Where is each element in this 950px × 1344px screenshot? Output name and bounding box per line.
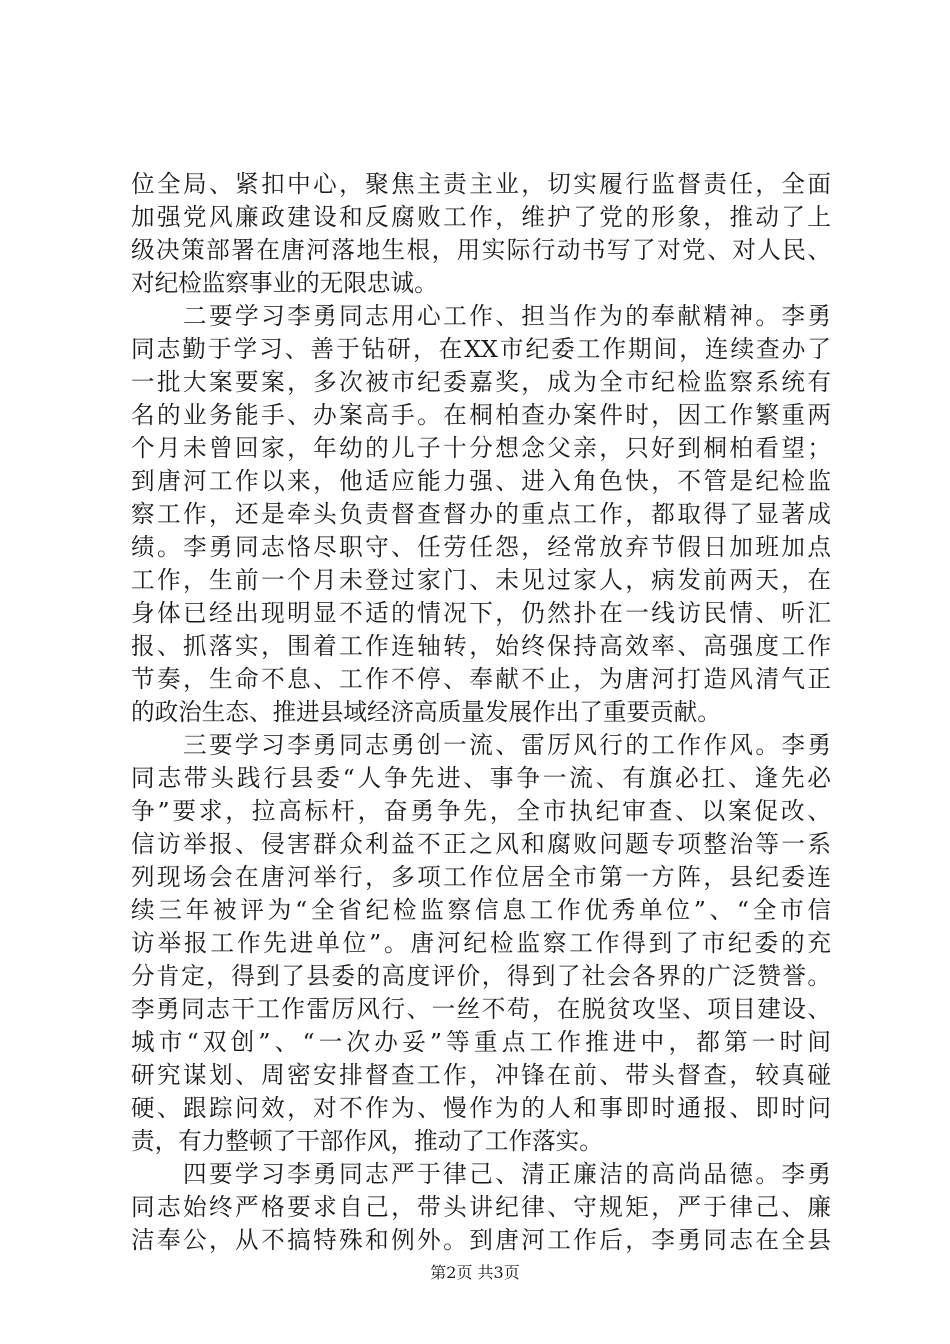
text-line: 同志勤于学习、善于钻研，在XX市纪委工作期间，连续查办了	[131, 335, 831, 363]
text-line: 二要学习李勇同志用心工作、担当作为的奉献精神。李勇	[131, 302, 831, 330]
text-line: 节奏，生命不息、工作不停、奉献不止，为唐河打造风清气正	[131, 665, 831, 693]
text-line: 察工作，还是牵头负责督查督办的重点工作，都取得了显著成	[131, 500, 831, 528]
text-line: 名的业务能手、办案高手。在桐柏查办案件时，因工作繁重两	[131, 401, 831, 429]
page-footer: 第2页 共3页	[430, 1263, 520, 1282]
text-line: 李勇同志干工作雷厉风行、一丝不苟，在脱贫攻坚、项目建设、	[131, 995, 831, 1023]
text-line: 个月未曾回家，年幼的儿子十分想念父亲，只好到桐柏看望；	[131, 434, 831, 462]
text-line: 绩。李勇同志恪尽职守、任劳任怨，经常放弃节假日加班加点	[131, 533, 831, 561]
text-line: 争”要求，拉高标杆，奋勇争先，全市执纪审查、以案促改、	[131, 797, 831, 825]
text-line: 责，有力整顿了干部作风，推动了工作落实。	[131, 1127, 603, 1155]
text-line: 的政治生态、推进县域经济高质量发展作出了重要贡献。	[131, 698, 721, 726]
text-line: 续三年被评为“全省纪检监察信息工作优秀单位”、“全市信	[131, 896, 831, 924]
text-line: 信访举报、侵害群众利益不正之风和腐败问题专项整治等一系	[131, 830, 831, 858]
text-line: 研究谋划、周密安排督查工作，冲锋在前、带头督查，较真碰	[131, 1061, 831, 1089]
text-line: 同志带头践行县委“人争先进、事争一流、有旗必扛、逢先必	[131, 764, 831, 792]
text-line: 硬、跟踪问效，对不作为、慢作为的人和事即时通报、即时问	[131, 1094, 831, 1122]
text-line: 洁奉公，从不搞特殊和例外。到唐河工作后，李勇同志在全县	[131, 1226, 831, 1254]
text-line: 级决策部署在唐河落地生根，用实际行动书写了对党、对人民、	[131, 236, 831, 264]
text-line: 身体已经出现明显不适的情况下，仍然扑在一线访民情、听汇	[131, 599, 831, 627]
text-line: 工作，生前一个月未登过家门、未见过家人，病发前两天，在	[131, 566, 831, 594]
text-line: 到唐河工作以来，他适应能力强、进入角色快，不管是纪检监	[131, 467, 831, 495]
text-line: 加强党风廉政建设和反腐败工作，维护了党的形象，推动了上	[131, 203, 831, 231]
text-line: 列现场会在唐河举行，多项工作位居全市第一方阵，县纪委连	[131, 863, 831, 891]
text-line: 四要学习李勇同志严于律己、清正廉洁的高尚品德。李勇	[131, 1160, 831, 1188]
text-line: 同志始终严格要求自己，带头讲纪律、守规矩，严于律己、廉	[131, 1193, 831, 1221]
text-line: 报、抓落实，围着工作连轴转，始终保持高效率、高强度工作	[131, 632, 831, 660]
document-body	[131, 168, 831, 1257]
text-line: 分肯定，得到了县委的高度评价，得到了社会各界的广泛赞誉。	[131, 962, 831, 990]
text-line: 位全局、紧扣中心，聚焦主责主业，切实履行监督责任，全面	[131, 170, 831, 198]
text-line: 对纪检监察事业的无限忠诚。	[131, 269, 438, 297]
text-line: 一批大案要案，多次被市纪委嘉奖，成为全市纪检监察系统有	[131, 368, 831, 396]
text-line: 城市“双创”、“一次办妥”等重点工作推进中，都第一时间	[131, 1028, 831, 1056]
text-line: 三要学习李勇同志勇创一流、雷厉风行的工作作风。李勇	[131, 731, 831, 759]
text-line: 访举报工作先进单位”。唐河纪检监察工作得到了市纪委的充	[131, 929, 831, 957]
